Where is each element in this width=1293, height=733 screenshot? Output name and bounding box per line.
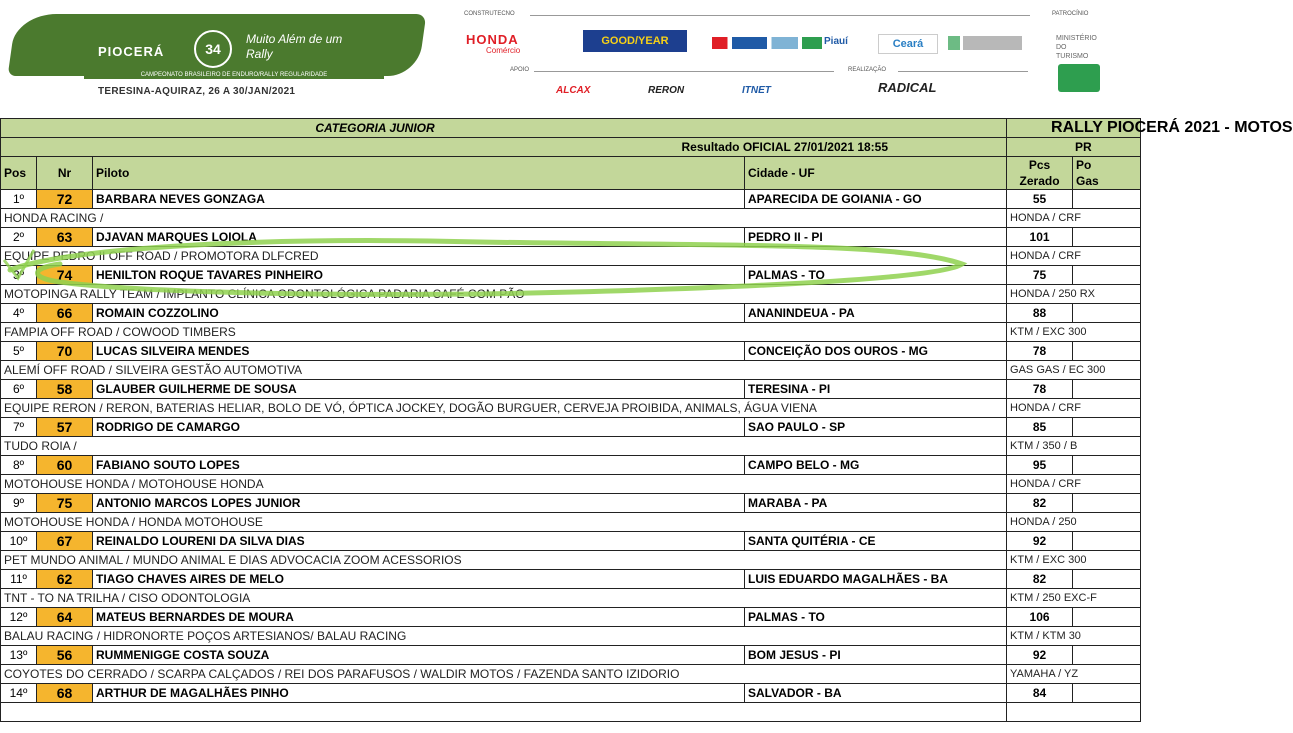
row-cidade: CAMPO BELO - MG: [745, 456, 1007, 475]
row-moto: [1007, 703, 1141, 722]
table-row: [1, 570, 1141, 589]
table-row: [1, 494, 1141, 513]
team-row: [1, 399, 1141, 418]
apoio-divider: [534, 71, 834, 72]
row-pos: 14º: [1, 684, 37, 703]
row-nr: 62: [37, 570, 93, 589]
row-pos: 1º: [1, 190, 37, 209]
row-pos: 13º: [1, 646, 37, 665]
result-official: Resultado OFICIAL 27/01/2021 18:55: [1, 138, 1007, 157]
row-nr: 56: [37, 646, 93, 665]
col-piloto: Piloto: [93, 157, 745, 190]
row-piloto: HENILTON ROQUE TAVARES PINHEIRO: [93, 266, 745, 285]
row-pcs: 82: [1007, 494, 1073, 513]
governo-ceara-logo: [948, 36, 1022, 50]
table-row: [1, 266, 1141, 285]
row-moto: KTM / 350 / B: [1007, 437, 1141, 456]
row-extra: [1073, 494, 1141, 513]
row-moto: YAMAHA / YZ: [1007, 665, 1141, 684]
result-right-cut: PR: [1007, 138, 1141, 157]
row-extra: [1073, 380, 1141, 399]
row-pos: 9º: [1, 494, 37, 513]
row-nr: 58: [37, 380, 93, 399]
realizacao-divider: [898, 71, 1028, 72]
row-nr: 70: [37, 342, 93, 361]
logo-edition-badge: 34: [194, 30, 232, 68]
col-po-line2: Gas: [1076, 174, 1099, 188]
row-cidade: APARECIDA DE GOIANIA - GO: [745, 190, 1007, 209]
team-row: [1, 209, 1141, 228]
row-piloto: GLAUBER GUILHERME DE SOUSA: [93, 380, 745, 399]
row-cidade: CONCEIÇÃO DOS OUROS - MG: [745, 342, 1007, 361]
row-team: HONDA RACING /: [1, 209, 1007, 228]
row-pos: 5º: [1, 342, 37, 361]
row-moto: GAS GAS / EC 300: [1007, 361, 1141, 380]
row-pcs: 92: [1007, 532, 1073, 551]
team-row: [1, 551, 1141, 570]
brasil-flag-logo: [1058, 64, 1100, 92]
apoio-label: APOIO: [510, 67, 530, 73]
col-cidade: Cidade - UF: [745, 157, 1007, 190]
row-cidade: PEDRO II - PI: [745, 228, 1007, 247]
row-cidade: ANANINDEUA - PA: [745, 304, 1007, 323]
row-team: MOTOHOUSE HONDA / MOTOHOUSE HONDA: [1, 475, 1007, 494]
row-pcs: 55: [1007, 190, 1073, 209]
row-pcs: 85: [1007, 418, 1073, 437]
row-cidade: SAO PAULO - SP: [745, 418, 1007, 437]
row-cidade: MARABA - PA: [745, 494, 1007, 513]
row-nr: 57: [37, 418, 93, 437]
logo-subtitle: CAMPEONATO BRASILEIRO DE ENDURO/RALLY REGULARIDADE: [84, 72, 384, 79]
row-pos: 6º: [1, 380, 37, 399]
category-row: [1, 119, 1141, 138]
reron-logo: RERON: [648, 85, 685, 96]
row-pcs: 92: [1007, 646, 1073, 665]
honda-sub: Comércio: [486, 46, 521, 55]
goodyear-logo: GOOD/YEAR: [583, 30, 687, 52]
results-table: [0, 118, 1293, 722]
row-nr: 75: [37, 494, 93, 513]
row-nr: 60: [37, 456, 93, 475]
row-pcs: 78: [1007, 380, 1073, 399]
row-team: PET MUNDO ANIMAL / MUNDO ANIMAL E DIAS ADVOCACIA ZOOM ACESSORIOS: [1, 551, 1007, 570]
row-moto: HONDA / CRF: [1007, 399, 1141, 418]
row-nr: 74: [37, 266, 93, 285]
row-pos: 2º: [1, 228, 37, 247]
honda-logo: HONDA: [466, 32, 519, 47]
row-nr: 63: [37, 228, 93, 247]
row-extra: [1073, 266, 1141, 285]
row-pcs: 106: [1007, 608, 1073, 627]
realizacao-label: REALIZAÇÃO: [848, 67, 887, 73]
team-row: [1, 323, 1141, 342]
ministerio-turismo-logo: MINISTÉRIO DO TURISMO: [1056, 35, 1097, 60]
radical-logo: RADICAL: [878, 80, 937, 95]
row-piloto: MATEUS BERNARDES DE MOURA: [93, 608, 745, 627]
construtecno-label: CONSTRUTECNO: [464, 11, 515, 17]
row-pos: 4º: [1, 304, 37, 323]
row-moto: HONDA / 250: [1007, 513, 1141, 532]
row-pcs: 101: [1007, 228, 1073, 247]
row-extra: [1073, 228, 1141, 247]
row-moto: HONDA / CRF: [1007, 209, 1141, 228]
row-team: EQUIPE PEDRO II OFF ROAD / PROMOTORA DLFCRED: [1, 247, 1007, 266]
row-piloto: DJAVAN MARQUES LOIOLA: [93, 228, 745, 247]
row-moto: HONDA / 250 RX: [1007, 285, 1141, 304]
itnet-logo: ITNET: [742, 85, 771, 96]
team-row: [1, 627, 1141, 646]
team-row: [1, 475, 1141, 494]
row-cidade: SALVADOR - BA: [745, 684, 1007, 703]
row-piloto: BARBARA NEVES GONZAGA: [93, 190, 745, 209]
row-team: FAMPIA OFF ROAD / COWOOD TIMBERS: [1, 323, 1007, 342]
row-piloto: ARTHUR DE MAGALHÃES PINHO: [93, 684, 745, 703]
table-row: [1, 342, 1141, 361]
team-row: [1, 703, 1141, 722]
row-pcs: 84: [1007, 684, 1073, 703]
row-pcs: 75: [1007, 266, 1073, 285]
col-po-line1: Po: [1076, 158, 1092, 172]
row-nr: 72: [37, 190, 93, 209]
table-row: [1, 190, 1141, 209]
logo-name: PIOCERÁ: [98, 44, 165, 59]
row-moto: KTM / 250 EXC-F: [1007, 589, 1141, 608]
table-row: [1, 304, 1141, 323]
col-pcs-line2: Zerado: [1019, 174, 1060, 188]
row-extra: [1073, 532, 1141, 551]
row-team: MOTOHOUSE HONDA / HONDA MOTOHOUSE: [1, 513, 1007, 532]
row-pcs: 88: [1007, 304, 1073, 323]
row-piloto: REINALDO LOURENI DA SILVA DIAS: [93, 532, 745, 551]
table-row: [1, 418, 1141, 437]
row-pos: 10º: [1, 532, 37, 551]
col-nr: Nr: [37, 157, 93, 190]
team-row: [1, 361, 1141, 380]
row-team: BALAU RACING / HIDRONORTE POÇOS ARTESIANOS/ BALAU RACING: [1, 627, 1007, 646]
row-moto: KTM / EXC 300: [1007, 323, 1141, 342]
logo-date: TERESINA-AQUIRAZ, 26 A 30/JAN/2021: [98, 86, 296, 97]
row-pcs: 82: [1007, 570, 1073, 589]
row-pos: 3º: [1, 266, 37, 285]
row-cidade: PALMAS - TO: [745, 266, 1007, 285]
row-team: COYOTES DO CERRADO / SCARPA CALÇADOS / REI DOS PARAFUSOS / WALDIR MOTOS / FAZENDA SANTO IZIDORIO: [1, 665, 1007, 684]
row-cidade: BOM JESUS - PI: [745, 646, 1007, 665]
row-nr: 67: [37, 532, 93, 551]
row-pos: 7º: [1, 418, 37, 437]
row-nr: 68: [37, 684, 93, 703]
result-row: [1, 138, 1141, 157]
row-extra: [1073, 456, 1141, 475]
patrocinio-label: PATROCÍNIO: [1052, 11, 1089, 17]
table-row: [1, 380, 1141, 399]
table-row: [1, 684, 1141, 703]
col-pos: Pos: [1, 157, 37, 190]
team-row: [1, 437, 1141, 456]
row-moto: KTM / EXC 300: [1007, 551, 1141, 570]
row-pcs: 78: [1007, 342, 1073, 361]
row-pos: 12º: [1, 608, 37, 627]
row-team: MOTOPINGA RALLY TEAM / IMPLANTO CLÍNICA ODONTOLÓGICA PADARIA CAFÉ COM PÃO: [1, 285, 1007, 304]
team-row: [1, 513, 1141, 532]
row-extra: [1073, 342, 1141, 361]
ceara-logo: Ceará: [878, 34, 938, 54]
column-headers: [1, 157, 1141, 190]
row-team: [1, 703, 1007, 722]
team-row: [1, 247, 1141, 266]
row-extra: [1073, 608, 1141, 627]
table-row: [1, 608, 1141, 627]
piaui-logo: Piauí: [824, 36, 848, 47]
alcax-logo: ALCAX: [556, 85, 591, 96]
col-pcs-line1: Pcs: [1028, 158, 1051, 172]
table-row: [1, 228, 1141, 247]
row-cidade: TERESINA - PI: [745, 380, 1007, 399]
row-cidade: SANTA QUITÉRIA - CE: [745, 532, 1007, 551]
row-piloto: ANTONIO MARCOS LOPES JUNIOR: [93, 494, 745, 513]
table-row: [1, 646, 1141, 665]
row-pcs: 95: [1007, 456, 1073, 475]
row-pos: 8º: [1, 456, 37, 475]
row-extra: [1073, 304, 1141, 323]
row-piloto: RODRIGO DE CAMARGO: [93, 418, 745, 437]
table-row: [1, 456, 1141, 475]
row-piloto: FABIANO SOUTO LOPES: [93, 456, 745, 475]
row-piloto: ROMAIN COZZOLINO: [93, 304, 745, 323]
row-team: TNT - TO NA TRILHA / CISO ODONTOLOGIA: [1, 589, 1007, 608]
logo-slogan: Muito Além de um Rally: [246, 32, 343, 61]
col-po: [1073, 157, 1141, 190]
row-moto: KTM / KTM 30: [1007, 627, 1141, 646]
row-piloto: RUMMENIGGE COSTA SOUZA: [93, 646, 745, 665]
row-piloto: TIAGO CHAVES AIRES DE MELO: [93, 570, 745, 589]
row-extra: [1073, 418, 1141, 437]
category-title: CATEGORIA JUNIOR: [1, 119, 1007, 138]
row-extra: [1073, 684, 1141, 703]
team-row: [1, 285, 1141, 304]
table-row: [1, 532, 1141, 551]
row-piloto: LUCAS SILVEIRA MENDES: [93, 342, 745, 361]
row-team: ALEMÍ OFF ROAD / SILVEIRA GESTÃO AUTOMOTIVA: [1, 361, 1007, 380]
row-team: TUDO ROIA /: [1, 437, 1007, 456]
row-moto: HONDA / CRF: [1007, 475, 1141, 494]
row-team: EQUIPE RERON / RERON, BATERIAS HELIAR, BOLO DE VÓ, ÓPTICA JOCKEY, DOGÃO BURGUER, CERVEJA PROIBIDA, ANIMALS, ÁGUA VIENA: [1, 399, 1007, 418]
row-pos: 11º: [1, 570, 37, 589]
results-body: [1, 190, 1141, 722]
row-cidade: PALMAS - TO: [745, 608, 1007, 627]
row-nr: 66: [37, 304, 93, 323]
row-cidade: LUIS EDUARDO MAGALHÃES - BA: [745, 570, 1007, 589]
row-extra: [1073, 570, 1141, 589]
row-extra: [1073, 190, 1141, 209]
sponsor-divider-top: [530, 15, 1030, 16]
piaui-flags: [712, 37, 822, 49]
col-pcs: [1007, 157, 1073, 190]
team-row: [1, 589, 1141, 608]
event-title: RALLY PIOCERÁ 2021 - MOTOS: [1007, 119, 1141, 138]
row-extra: [1073, 646, 1141, 665]
row-moto: HONDA / CRF: [1007, 247, 1141, 266]
team-row: [1, 665, 1141, 684]
row-nr: 64: [37, 608, 93, 627]
event-header: [0, 0, 1100, 116]
